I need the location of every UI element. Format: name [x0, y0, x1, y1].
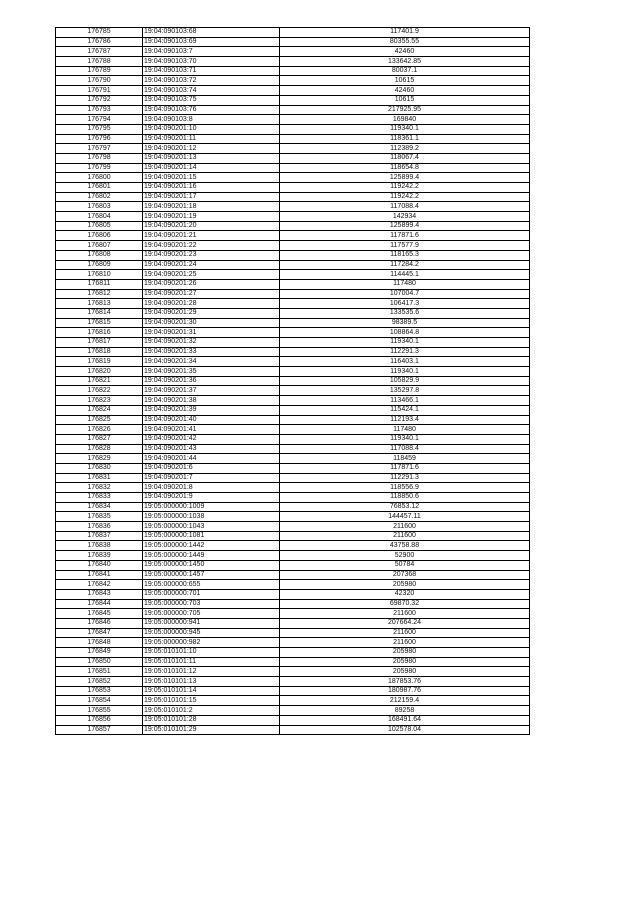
value-cell: 108864.8	[280, 328, 530, 338]
row-number-cell: 176799	[56, 163, 143, 173]
table-row	[56, 124, 530, 134]
cadastral-number-cell: 19:05:000000:703	[143, 599, 280, 609]
cadastral-number-cell: 19:04:090201:37	[143, 386, 280, 396]
value-cell: 117088.4	[280, 444, 530, 454]
cadastral-number-cell: 19:04:090201:38	[143, 396, 280, 406]
table-row	[56, 202, 530, 212]
value-cell: 180987.76	[280, 686, 530, 696]
table-row	[56, 115, 530, 125]
row-number-cell: 176819	[56, 357, 143, 367]
row-number-cell: 176806	[56, 231, 143, 241]
cadastral-number-cell: 19:04:090103:7	[143, 47, 280, 57]
table-row	[56, 57, 530, 67]
cadastral-number-cell: 19:04:090201:41	[143, 425, 280, 435]
row-number-cell: 176821	[56, 376, 143, 386]
cadastral-number-cell: 19:05:000000:1081	[143, 531, 280, 541]
value-cell: 113466.1	[280, 396, 530, 406]
table-row	[56, 66, 530, 76]
row-number-cell: 176846	[56, 618, 143, 628]
table-row	[56, 638, 530, 648]
cadastral-number-cell: 19:04:090201:9	[143, 493, 280, 503]
cadastral-number-cell: 19:05:000000:1043	[143, 522, 280, 532]
value-cell: 117401.9	[280, 28, 530, 38]
table-row	[56, 144, 530, 154]
value-cell: 69870.32	[280, 599, 530, 609]
value-cell: 205980	[280, 648, 530, 658]
value-cell: 117480	[280, 425, 530, 435]
row-number-cell: 176816	[56, 328, 143, 338]
table-row	[56, 560, 530, 570]
table-row	[56, 299, 530, 309]
cadastral-number-cell: 19:04:090201:30	[143, 318, 280, 328]
value-cell: 52900	[280, 551, 530, 561]
table-row	[56, 47, 530, 57]
cadastral-number-cell: 19:04:090201:17	[143, 192, 280, 202]
cadastral-number-cell: 19:05:000000:945	[143, 628, 280, 638]
cadastral-number-cell: 19:04:090201:15	[143, 173, 280, 183]
row-number-cell: 176839	[56, 551, 143, 561]
cadastral-number-cell: 19:04:090201:7	[143, 473, 280, 483]
value-cell: 43758.88	[280, 541, 530, 551]
value-cell: 50784	[280, 560, 530, 570]
cadastral-number-cell: 19:05:000000:655	[143, 580, 280, 590]
row-number-cell: 176832	[56, 483, 143, 493]
row-number-cell: 176854	[56, 696, 143, 706]
cadastral-number-cell: 19:04:090201:13	[143, 153, 280, 163]
cadastral-number-cell: 19:04:090201:11	[143, 134, 280, 144]
cadastral-number-cell: 19:05:000000:1009	[143, 502, 280, 512]
value-cell: 117871.6	[280, 231, 530, 241]
table-row	[56, 270, 530, 280]
table-row	[56, 512, 530, 522]
row-number-cell: 176845	[56, 609, 143, 619]
table-row	[56, 231, 530, 241]
table-row	[56, 396, 530, 406]
cadastral-number-cell: 19:05:000000:1450	[143, 560, 280, 570]
cadastral-number-cell: 19:04:090103:76	[143, 105, 280, 115]
table-row	[56, 250, 530, 260]
row-number-cell: 176814	[56, 308, 143, 318]
value-cell: 10615	[280, 95, 530, 105]
table-row	[56, 725, 530, 735]
cadastral-number-cell: 19:04:090201:44	[143, 454, 280, 464]
table-row	[56, 696, 530, 706]
row-number-cell: 176792	[56, 95, 143, 105]
table-row	[56, 318, 530, 328]
row-number-cell: 176796	[56, 134, 143, 144]
table-body	[56, 28, 530, 735]
value-cell: 118459	[280, 454, 530, 464]
cadastral-number-cell: 19:05:000000:1457	[143, 570, 280, 580]
row-number-cell: 176836	[56, 522, 143, 532]
table-row	[56, 367, 530, 377]
table-row	[56, 95, 530, 105]
value-cell: 125899.4	[280, 221, 530, 231]
cadastral-number-cell: 19:04:090201:43	[143, 444, 280, 454]
cadastral-number-cell: 19:04:090201:36	[143, 376, 280, 386]
cadastral-number-cell: 19:05:000000:1442	[143, 541, 280, 551]
value-cell: 118165.3	[280, 250, 530, 260]
cadastral-number-cell: 19:04:090201:25	[143, 270, 280, 280]
table-row	[56, 667, 530, 677]
table-row	[56, 308, 530, 318]
row-number-cell: 176835	[56, 512, 143, 522]
value-cell: 119340.1	[280, 124, 530, 134]
value-cell: 119242.2	[280, 192, 530, 202]
cadastral-number-cell: 19:04:090201:23	[143, 250, 280, 260]
cadastral-number-cell: 19:04:090201:40	[143, 415, 280, 425]
cadastral-number-cell: 19:05:000000:982	[143, 638, 280, 648]
row-number-cell: 176789	[56, 66, 143, 76]
cadastral-number-cell: 19:04:090201:16	[143, 183, 280, 193]
cadastral-number-cell: 19:04:090201:26	[143, 279, 280, 289]
row-number-cell: 176809	[56, 260, 143, 270]
cadastral-number-cell: 19:05:010101:29	[143, 725, 280, 735]
row-number-cell: 176838	[56, 541, 143, 551]
table-row	[56, 609, 530, 619]
row-number-cell: 176786	[56, 37, 143, 47]
table-row	[56, 212, 530, 222]
table-row	[56, 134, 530, 144]
table-row	[56, 338, 530, 348]
value-cell: 211600	[280, 531, 530, 541]
cadastral-number-cell: 19:05:010101:12	[143, 667, 280, 677]
cadastral-number-cell: 19:05:010101:15	[143, 696, 280, 706]
table-row	[56, 173, 530, 183]
table-row	[56, 76, 530, 86]
row-number-cell: 176803	[56, 202, 143, 212]
table-row	[56, 580, 530, 590]
row-number-cell: 176834	[56, 502, 143, 512]
table-row	[56, 386, 530, 396]
table-row	[56, 163, 530, 173]
value-cell: 119340.1	[280, 367, 530, 377]
value-cell: 205980	[280, 667, 530, 677]
table-row	[56, 328, 530, 338]
cadastral-number-cell: 19:04:090103:8	[143, 115, 280, 125]
cadastral-number-cell: 19:04:090201:8	[143, 483, 280, 493]
value-cell: 112291.3	[280, 347, 530, 357]
table-row	[56, 405, 530, 415]
row-number-cell: 176797	[56, 144, 143, 154]
table-row	[56, 628, 530, 638]
cadastral-number-cell: 19:04:090201:34	[143, 357, 280, 367]
table-row	[56, 105, 530, 115]
row-number-cell: 176822	[56, 386, 143, 396]
value-cell: 211600	[280, 522, 530, 532]
value-cell: 169840	[280, 115, 530, 125]
cadastral-number-cell: 19:04:090201:42	[143, 434, 280, 444]
cadastral-number-cell: 19:04:090201:32	[143, 338, 280, 348]
value-cell: 117577.9	[280, 241, 530, 251]
row-number-cell: 176813	[56, 299, 143, 309]
row-number-cell: 176818	[56, 347, 143, 357]
row-number-cell: 176823	[56, 396, 143, 406]
cadastral-number-cell: 19:04:090201:14	[143, 163, 280, 173]
value-cell: 76853.12	[280, 502, 530, 512]
table-row	[56, 493, 530, 503]
table-row	[56, 648, 530, 658]
value-cell: 212159.4	[280, 696, 530, 706]
row-number-cell: 176820	[56, 367, 143, 377]
table-row	[56, 677, 530, 687]
cadastral-number-cell: 19:04:090201:31	[143, 328, 280, 338]
table-row	[56, 444, 530, 454]
table-row	[56, 463, 530, 473]
value-cell: 207368	[280, 570, 530, 580]
row-number-cell: 176787	[56, 47, 143, 57]
table-row	[56, 657, 530, 667]
cadastral-number-cell: 19:04:090103:75	[143, 95, 280, 105]
row-number-cell: 176824	[56, 405, 143, 415]
value-cell: 125899.4	[280, 173, 530, 183]
table-row	[56, 483, 530, 493]
table-row	[56, 502, 530, 512]
value-cell: 10615	[280, 76, 530, 86]
value-cell: 80037.1	[280, 66, 530, 76]
value-cell: 205980	[280, 580, 530, 590]
table-row	[56, 183, 530, 193]
row-number-cell: 176827	[56, 434, 143, 444]
table-row	[56, 541, 530, 551]
row-number-cell: 176808	[56, 250, 143, 260]
value-cell: 105829.9	[280, 376, 530, 386]
cadastral-number-cell: 19:04:090201:22	[143, 241, 280, 251]
value-cell: 42460	[280, 47, 530, 57]
cadastral-number-cell: 19:04:090103:72	[143, 76, 280, 86]
value-cell: 117088.4	[280, 202, 530, 212]
cadastral-number-cell: 19:05:010101:2	[143, 706, 280, 716]
cadastral-number-cell: 19:05:010101:28	[143, 715, 280, 725]
row-number-cell: 176785	[56, 28, 143, 38]
table-row	[56, 28, 530, 38]
table-row	[56, 522, 530, 532]
row-number-cell: 176844	[56, 599, 143, 609]
row-number-cell: 176841	[56, 570, 143, 580]
value-cell: 211600	[280, 609, 530, 619]
value-cell: 211600	[280, 638, 530, 648]
table-row	[56, 454, 530, 464]
table-row	[56, 551, 530, 561]
row-number-cell: 176826	[56, 425, 143, 435]
cadastral-number-cell: 19:04:090201:18	[143, 202, 280, 212]
value-cell: 142934	[280, 212, 530, 222]
row-number-cell: 176805	[56, 221, 143, 231]
value-cell: 211600	[280, 628, 530, 638]
cadastral-number-cell: 19:05:000000:941	[143, 618, 280, 628]
table-row	[56, 589, 530, 599]
row-number-cell: 176793	[56, 105, 143, 115]
cadastral-number-cell: 19:04:090103:71	[143, 66, 280, 76]
table-row	[56, 570, 530, 580]
value-cell: 168491.64	[280, 715, 530, 725]
cadastral-number-cell: 19:04:090201:10	[143, 124, 280, 134]
row-number-cell: 176831	[56, 473, 143, 483]
row-number-cell: 176811	[56, 279, 143, 289]
table-row	[56, 357, 530, 367]
table-row	[56, 279, 530, 289]
row-number-cell: 176802	[56, 192, 143, 202]
cadastral-value-sheet	[55, 27, 530, 735]
table-row	[56, 715, 530, 725]
row-number-cell: 176837	[56, 531, 143, 541]
row-number-cell: 176849	[56, 648, 143, 658]
value-cell: 133535.6	[280, 308, 530, 318]
value-cell: 117480	[280, 279, 530, 289]
table-row	[56, 531, 530, 541]
table-row	[56, 347, 530, 357]
row-number-cell: 176817	[56, 338, 143, 348]
row-number-cell: 176857	[56, 725, 143, 735]
value-cell: 135297.8	[280, 386, 530, 396]
value-cell: 98389.5	[280, 318, 530, 328]
table-row	[56, 599, 530, 609]
cadastral-number-cell: 19:04:090201:28	[143, 299, 280, 309]
row-number-cell: 176828	[56, 444, 143, 454]
cadastral-number-cell: 19:04:090201:6	[143, 463, 280, 473]
value-cell: 118361.1	[280, 134, 530, 144]
value-cell: 119340.1	[280, 434, 530, 444]
table-row	[56, 686, 530, 696]
row-number-cell: 176794	[56, 115, 143, 125]
value-cell: 115424.1	[280, 405, 530, 415]
cadastral-number-cell: 19:04:090201:12	[143, 144, 280, 154]
table-row	[56, 376, 530, 386]
row-number-cell: 176810	[56, 270, 143, 280]
cadastral-number-cell: 19:04:090103:70	[143, 57, 280, 67]
cadastral-number-cell: 19:04:090201:19	[143, 212, 280, 222]
table-row	[56, 289, 530, 299]
value-cell: 112193.4	[280, 415, 530, 425]
row-number-cell: 176851	[56, 667, 143, 677]
cadastral-number-cell: 19:04:090103:69	[143, 37, 280, 47]
value-cell: 118654.8	[280, 163, 530, 173]
row-number-cell: 176807	[56, 241, 143, 251]
row-number-cell: 176798	[56, 153, 143, 163]
row-number-cell: 176847	[56, 628, 143, 638]
row-number-cell: 176804	[56, 212, 143, 222]
cadastral-number-cell: 19:04:090201:33	[143, 347, 280, 357]
value-cell: 118067.4	[280, 153, 530, 163]
row-number-cell: 176850	[56, 657, 143, 667]
row-number-cell: 176788	[56, 57, 143, 67]
table-row	[56, 37, 530, 47]
value-cell: 207664.24	[280, 618, 530, 628]
cadastral-number-cell: 19:04:090201:27	[143, 289, 280, 299]
cadastral-number-cell: 19:05:010101:10	[143, 648, 280, 658]
table-row	[56, 473, 530, 483]
row-number-cell: 176791	[56, 86, 143, 96]
row-number-cell: 176848	[56, 638, 143, 648]
value-cell: 117871.6	[280, 463, 530, 473]
row-number-cell: 176825	[56, 415, 143, 425]
value-cell: 42460	[280, 86, 530, 96]
table-row	[56, 153, 530, 163]
cadastral-number-cell: 19:05:010101:11	[143, 657, 280, 667]
value-cell: 89258	[280, 706, 530, 716]
cadastral-number-cell: 19:05:000000:1038	[143, 512, 280, 522]
table-row	[56, 415, 530, 425]
cadastral-number-cell: 19:04:090201:39	[143, 405, 280, 415]
value-cell: 118556.9	[280, 483, 530, 493]
table-row	[56, 425, 530, 435]
value-cell: 42320	[280, 589, 530, 599]
row-number-cell: 176852	[56, 677, 143, 687]
value-cell: 117284.2	[280, 260, 530, 270]
row-number-cell: 176833	[56, 493, 143, 503]
cadastral-number-cell: 19:04:090201:29	[143, 308, 280, 318]
value-cell: 187853.76	[280, 677, 530, 687]
cadastral-number-cell: 19:05:010101:13	[143, 677, 280, 687]
value-cell: 114445.1	[280, 270, 530, 280]
cadastral-number-cell: 19:05:010101:14	[143, 686, 280, 696]
table-row	[56, 434, 530, 444]
row-number-cell: 176790	[56, 76, 143, 86]
value-cell: 217925.95	[280, 105, 530, 115]
cadastral-number-cell: 19:04:090201:35	[143, 367, 280, 377]
cadastral-number-cell: 19:04:090201:21	[143, 231, 280, 241]
cadastral-number-cell: 19:05:000000:1449	[143, 551, 280, 561]
cadastral-number-cell: 19:05:000000:701	[143, 589, 280, 599]
value-cell: 106417.3	[280, 299, 530, 309]
row-number-cell: 176812	[56, 289, 143, 299]
table-row	[56, 260, 530, 270]
row-number-cell: 176840	[56, 560, 143, 570]
row-number-cell: 176842	[56, 580, 143, 590]
row-number-cell: 176853	[56, 686, 143, 696]
table-row	[56, 706, 530, 716]
table-row	[56, 241, 530, 251]
row-number-cell: 176843	[56, 589, 143, 599]
cadastral-number-cell: 19:04:090103:68	[143, 28, 280, 38]
cadastral-number-cell: 19:04:090201:24	[143, 260, 280, 270]
cadastral-number-cell: 19:04:090103:74	[143, 86, 280, 96]
row-number-cell: 176815	[56, 318, 143, 328]
row-number-cell: 176801	[56, 183, 143, 193]
table-row	[56, 192, 530, 202]
row-number-cell: 176855	[56, 706, 143, 716]
value-cell: 144457.11	[280, 512, 530, 522]
table-row	[56, 618, 530, 628]
value-cell: 116403.1	[280, 357, 530, 367]
table-row	[56, 221, 530, 231]
row-number-cell: 176795	[56, 124, 143, 134]
value-cell: 119340.1	[280, 338, 530, 348]
cadastral-number-cell: 19:05:000000:705	[143, 609, 280, 619]
row-number-cell: 176830	[56, 463, 143, 473]
value-cell: 119242.2	[280, 183, 530, 193]
row-number-cell: 176829	[56, 454, 143, 464]
value-cell: 112389.2	[280, 144, 530, 154]
data-table	[55, 27, 530, 735]
value-cell: 118850.6	[280, 493, 530, 503]
table-row	[56, 86, 530, 96]
row-number-cell: 176856	[56, 715, 143, 725]
row-number-cell: 176800	[56, 173, 143, 183]
value-cell: 80355.55	[280, 37, 530, 47]
cadastral-number-cell: 19:04:090201:20	[143, 221, 280, 231]
value-cell: 112291.3	[280, 473, 530, 483]
value-cell: 107004.7	[280, 289, 530, 299]
value-cell: 133642.85	[280, 57, 530, 67]
value-cell: 205980	[280, 657, 530, 667]
value-cell: 102578.04	[280, 725, 530, 735]
